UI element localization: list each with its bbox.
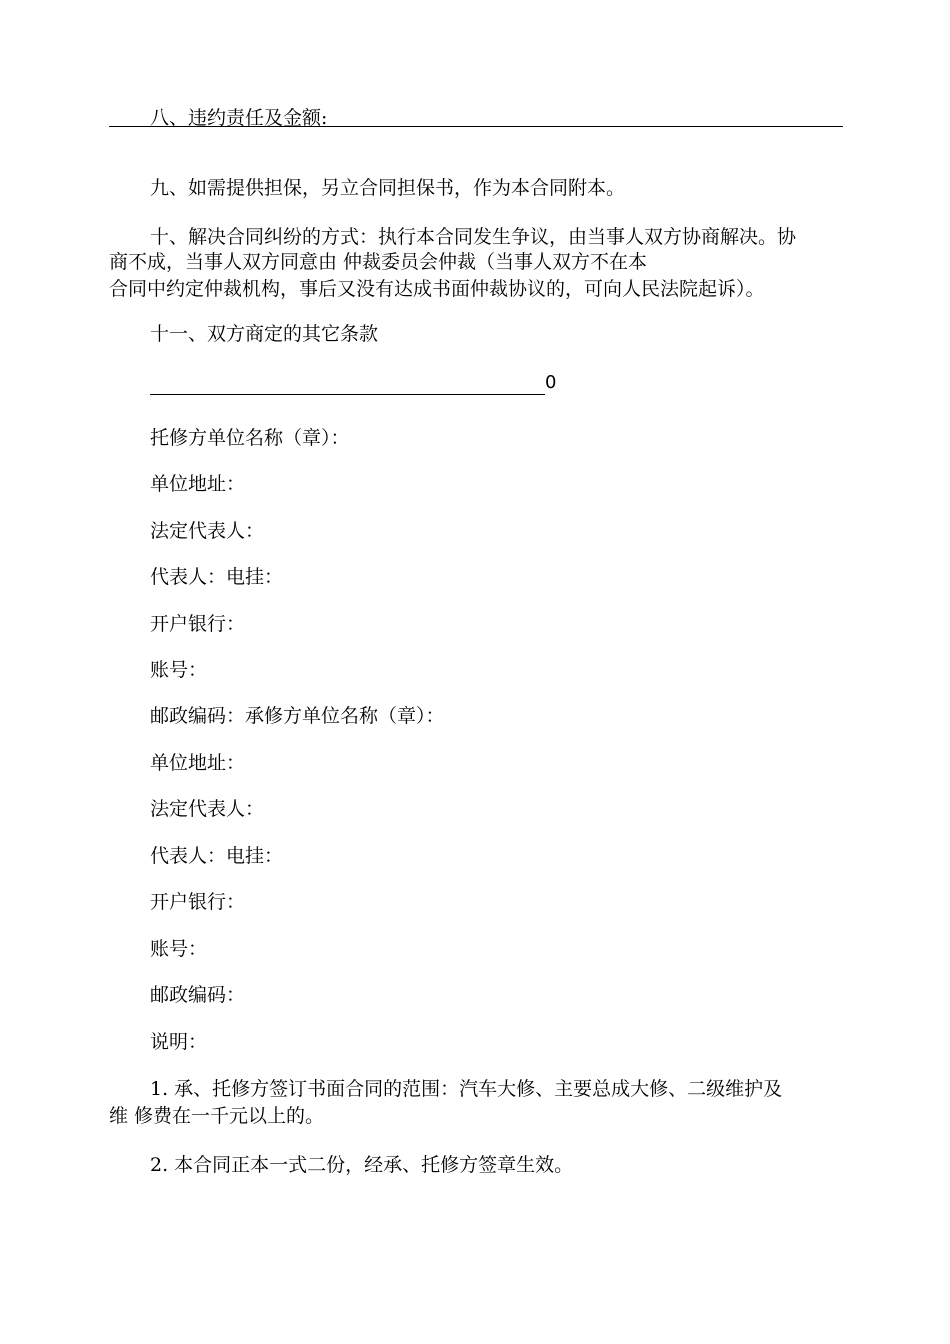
- clause-11: 十一、双方商定的其它条款: [150, 323, 379, 345]
- notes-heading: 说明：: [150, 1031, 208, 1053]
- note-1-line-2: 维 修费在一千元以上的。: [109, 1105, 325, 1127]
- party-a-bank: 开户银行：: [150, 613, 246, 635]
- note-1-line-1: 1. 承、托修方签订书面合同的范围：汽车大修、主要总成大修、二级维护及: [150, 1078, 783, 1100]
- clause-8: 八、违约责任及金额:: [150, 107, 328, 129]
- clause-8-underline: [109, 126, 843, 127]
- note-2: 2. 本合同正本一式二份，经承、托修方签章生效。: [150, 1154, 574, 1176]
- party-b-rep-phone: 代表人：电挂：: [150, 845, 284, 867]
- clause-11-tail: 0: [545, 372, 557, 393]
- party-a-rep-phone: 代表人：电挂：: [150, 566, 284, 588]
- clause-10-line-3: 合同中约定仲裁机构，事后又没有达成书面仲裁协议的，可向人民法院起诉）。: [109, 278, 765, 300]
- clause-10-line-1: 十、解决合同纠纷的方式：执行本合同发生争议，由当事人双方协商解决。协: [150, 226, 797, 248]
- clause-11-blank-line: [150, 376, 545, 395]
- postcode-and-party-b-name: 邮政编码：承修方单位名称（章）：: [150, 705, 445, 727]
- party-a-account: 账号：: [150, 659, 208, 681]
- party-b-address: 单位地址：: [150, 752, 246, 774]
- party-a-address: 单位地址：: [150, 473, 246, 495]
- clause-11-blank: [150, 370, 556, 395]
- party-a-name: 托修方单位名称（章）：: [150, 427, 350, 449]
- party-b-legal-rep: 法定代表人：: [150, 798, 265, 820]
- party-b-postcode: 邮政编码：: [150, 984, 246, 1006]
- clause-9: 九、如需提供担保，另立合同担保书，作为本合同附本。: [150, 177, 626, 199]
- party-b-bank: 开户银行：: [150, 891, 246, 913]
- clause-10-line-2: 商不成，当事人双方同意由 仲裁委员会仲裁（当事人双方不在本: [109, 251, 648, 273]
- party-a-legal-rep: 法定代表人：: [150, 520, 265, 542]
- party-b-account: 账号：: [150, 938, 208, 960]
